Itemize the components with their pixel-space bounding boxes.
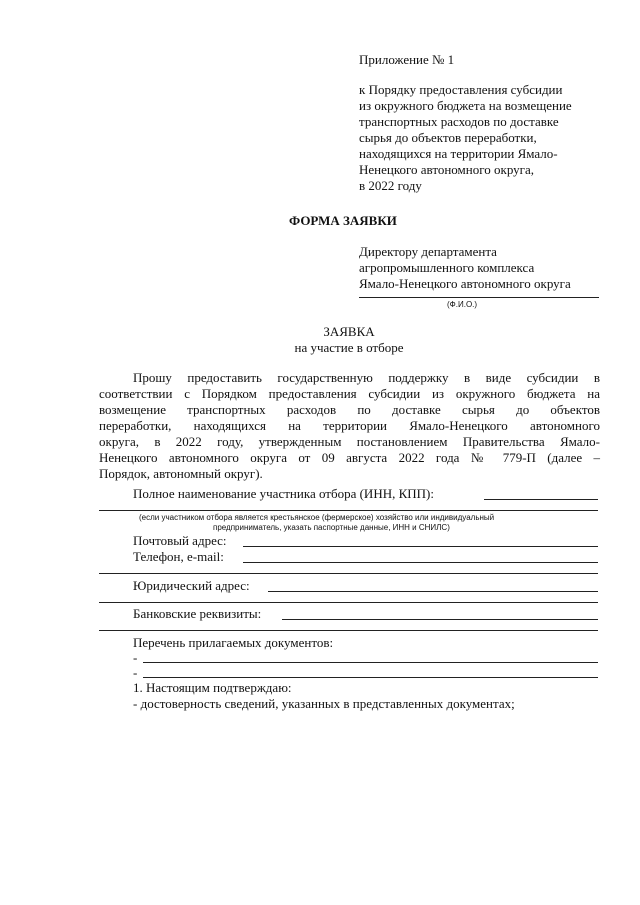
docs-dash-1: - (133, 650, 138, 665)
phone-input-line-2[interactable] (99, 573, 598, 574)
appendix-title: Приложение № 1 (359, 52, 455, 67)
full-name-note-2: предприниматель, указать паспортные данные, ИНН и СНИЛС) (213, 523, 450, 532)
addressee-line-2: агропромышленного комплекса (359, 260, 535, 275)
bank-input-line-2[interactable] (99, 630, 598, 631)
confirm-item-1: - достоверность сведений, указанных в представленных документах; (133, 696, 515, 711)
appendix-line-1: к Порядку предоставления субсидии (359, 82, 563, 97)
full-name-label: Полное наименование участника отбора (ИНН, КПП): (133, 486, 434, 501)
docs-input-line-1[interactable] (143, 662, 598, 663)
full-name-input-line-2[interactable] (99, 510, 598, 511)
appendix-line-3: транспортных расходов по доставке (359, 114, 559, 129)
legal-input-line-2[interactable] (99, 602, 598, 603)
form-title: ФОРМА ЗАЯВКИ (289, 213, 397, 228)
request-line-2: соответствии с Порядком предоставления субсидии из окружного бюджета на (99, 386, 600, 401)
appendix-line-7: в 2022 году (359, 178, 422, 193)
postal-label: Почтовый адрес: (133, 533, 227, 548)
docs-dash-2: - (133, 665, 138, 680)
addressee-line-3: Ямало-Ненецкого автономного округа (359, 276, 571, 291)
request-line-3: возмещение транспортных расходов по доставке сырья до объектов (99, 402, 600, 417)
request-subtitle: на участие в отборе (294, 340, 404, 355)
full-name-input-line[interactable] (484, 499, 598, 500)
request-title: ЗАЯВКА (323, 324, 375, 339)
confirm-title: 1. Настоящим подтверждаю: (133, 680, 292, 695)
fio-line (359, 297, 599, 298)
phone-input-line[interactable] (243, 562, 598, 563)
docs-input-line-2[interactable] (143, 677, 598, 678)
bank-input-line[interactable] (282, 619, 598, 620)
full-name-note-1: (если участником отбора является крестьянское (фермерское) хозяйство или индивидуальный (139, 513, 495, 522)
appendix-line-5: находящихся на территории Ямало- (359, 146, 558, 161)
docs-label: Перечень прилагаемых документов: (133, 635, 334, 650)
legal-label: Юридический адрес: (133, 578, 250, 593)
legal-input-line[interactable] (268, 591, 598, 592)
request-line-7: Порядок, автономный округ). (99, 466, 263, 481)
appendix-line-2: из окружного бюджета на возмещение (359, 98, 572, 113)
phone-label: Телефон, e-mail: (133, 549, 224, 564)
addressee-line-1: Директору департамента (359, 244, 497, 259)
request-line-4: переработки, находящихся на территории Ямало-Ненецкого автономного (99, 418, 600, 433)
request-line-6: Ненецкого автономного округа от 09 августа 2022 года № 779-П (далее – (99, 450, 600, 465)
request-line-1: Прошу предоставить государственную поддержку в виде субсидии в (133, 370, 600, 385)
bank-label: Банковские реквизиты: (133, 606, 262, 621)
postal-input-line[interactable] (243, 546, 598, 547)
appendix-line-4: сырья до объектов переработки, (359, 130, 537, 145)
request-line-5: округа, в 2022 году, утвержденным постановлением Правительства Ямало- (99, 434, 600, 449)
appendix-line-6: Ненецкого автономного округа, (359, 162, 534, 177)
fio-caption: (Ф.И.О.) (447, 300, 478, 309)
